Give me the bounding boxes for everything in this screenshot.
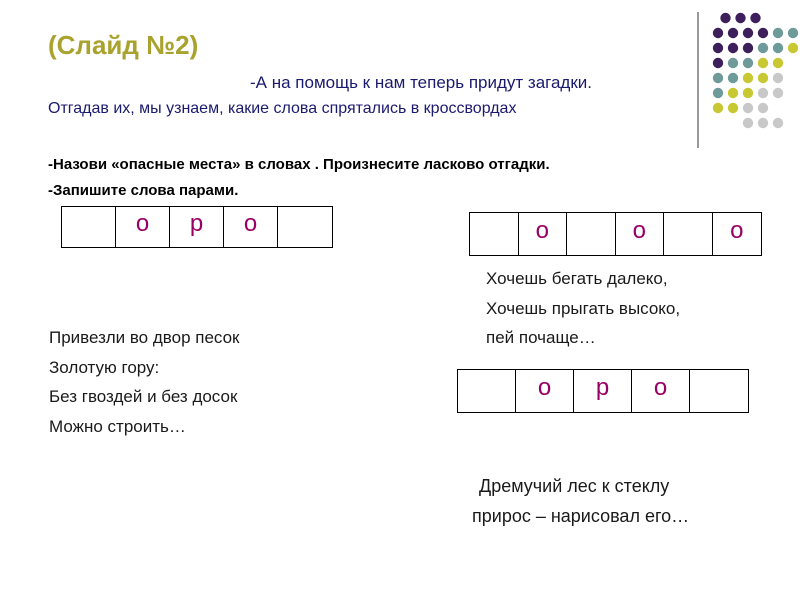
crossword-grid-1: [61, 206, 333, 248]
intro-line-1: -А на помощь к нам теперь придут загадки.: [250, 73, 593, 92]
decorative-dot: [728, 88, 738, 98]
intro-line-2: Отгадав их, мы узнаем, какие слова спрятались в кроссвордах: [48, 100, 517, 117]
instruction-2: -Запишите слова парами.: [48, 182, 239, 199]
riddle-milk: [486, 264, 680, 353]
crossword-cell[interactable]: о: [224, 207, 278, 247]
crossword-cell[interactable]: о: [616, 213, 665, 255]
crossword-grid-2: [469, 212, 762, 256]
crossword-cell[interactable]: о: [116, 207, 170, 247]
decorative-dot: [788, 43, 798, 53]
decorative-dot: [728, 28, 738, 38]
riddle-frost: [472, 471, 689, 531]
riddle-line: прирос – нарисовал его…: [472, 506, 690, 526]
riddle-line: Хочешь прыгать высоко,: [486, 298, 681, 318]
riddle-line: Золотую гору:: [49, 357, 160, 377]
decorative-dot: [758, 58, 768, 68]
riddle-line: Дремучий лес к стеклу: [479, 476, 670, 496]
crossword-cell[interactable]: о: [730, 217, 744, 244]
crossword-cell[interactable]: [470, 213, 519, 255]
decorative-dot: [758, 73, 768, 83]
decorative-dot: [728, 73, 738, 83]
slide-title: (Слайд №2): [48, 30, 199, 60]
crossword-cell[interactable]: [62, 207, 116, 247]
crossword-cell[interactable]: [690, 370, 748, 412]
decorative-dot: [788, 28, 798, 38]
decorative-dot: [773, 118, 783, 128]
riddle-line: Привезли во двор песок: [49, 328, 240, 347]
decorative-dot: [743, 73, 753, 83]
decorative-dot: [713, 28, 723, 38]
riddle-line: Можно строить…: [49, 416, 186, 436]
crossword-cell[interactable]: [458, 370, 516, 412]
decorative-dot: [773, 58, 783, 68]
decorative-dot: [728, 103, 738, 113]
decorative-dot: [743, 43, 753, 53]
decorative-dot: [773, 73, 783, 83]
decorative-dot: [743, 103, 753, 113]
crossword-cell[interactable]: [664, 213, 713, 255]
riddle-line: пей почаще…: [486, 328, 596, 347]
instruction-1: -Назови «опасные места» в словах . Произнесите ласково отгадки.: [48, 156, 550, 173]
crossword-cell[interactable]: о: [632, 370, 690, 412]
decorative-dot: [743, 28, 753, 38]
decorative-dot: [713, 43, 723, 53]
crossword-grid-3: [457, 369, 749, 413]
riddle-line: Хочешь бегать далеко,: [486, 269, 668, 288]
decorative-dot: [773, 28, 783, 38]
decorative-dot: [758, 103, 768, 113]
decorative-dot-grid: [710, 10, 800, 130]
decorative-dot: [743, 118, 753, 128]
decorative-dot: [743, 88, 753, 98]
decorative-dot: [713, 73, 723, 83]
decorative-dot: [773, 43, 783, 53]
crossword-cell[interactable]: [278, 207, 332, 247]
decorative-dot: [773, 88, 783, 98]
crossword-cell[interactable]: р: [574, 370, 632, 412]
decorative-dot: [720, 13, 730, 23]
crossword-cell[interactable]: р: [170, 207, 224, 247]
decorative-dot: [728, 43, 738, 53]
riddle-line: Без гвоздей и без досок: [49, 387, 238, 406]
crossword-cell[interactable]: о: [516, 370, 574, 412]
decorative-dot: [758, 88, 768, 98]
crossword-cell[interactable]: [567, 213, 616, 255]
decorative-dot: [750, 13, 760, 23]
decorative-dot: [758, 28, 768, 38]
decorative-dot: [728, 58, 738, 68]
decorative-dot: [713, 58, 723, 68]
decorative-divider: [697, 12, 699, 148]
decorative-dot: [713, 88, 723, 98]
decorative-dot: [743, 58, 753, 68]
decorative-dot: [758, 118, 768, 128]
decorative-dot: [735, 13, 745, 23]
decorative-dot: [758, 43, 768, 53]
decorative-dot: [713, 103, 723, 113]
riddle-sand: [49, 323, 240, 441]
crossword-cell[interactable]: о: [519, 213, 568, 255]
